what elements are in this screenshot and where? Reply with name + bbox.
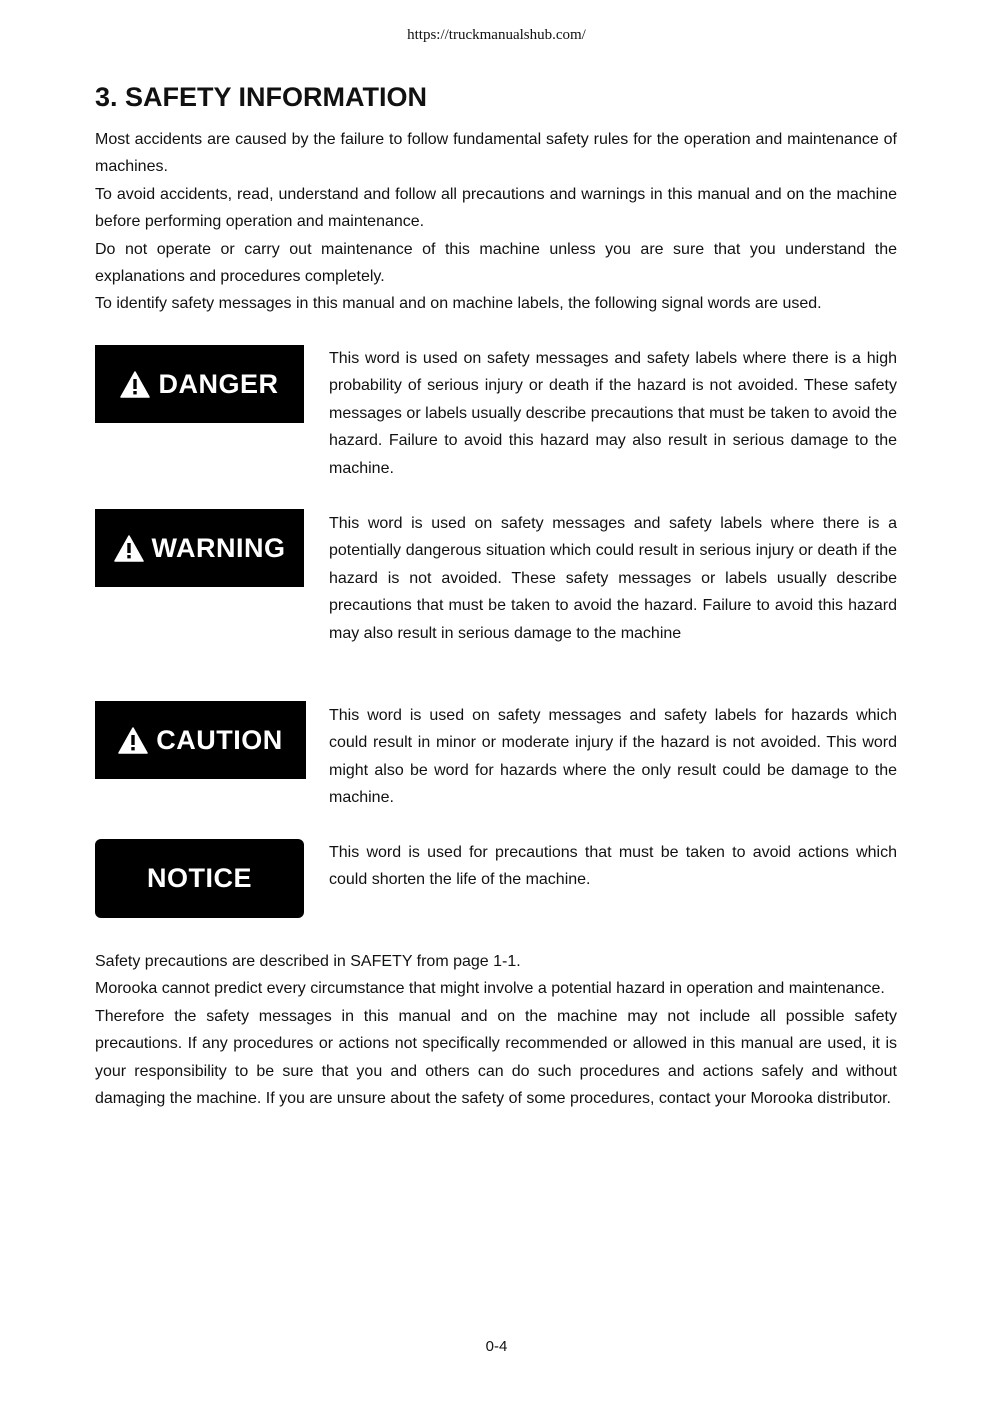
intro-paragraph: Most accidents are caused by the failure to follow fundamental safety rules for the operation and maintenance of machines. bbox=[95, 131, 897, 176]
intro-paragraph: To avoid accidents, read, understand and follow all precautions and warnings in this manual and on the machine before performing operation and maintenance. bbox=[95, 185, 897, 231]
danger-label bbox=[95, 345, 304, 423]
caution-label bbox=[95, 701, 306, 779]
intro-paragraph: Do not operate or carry out maintenance of this machine unless you are sure that you understand the explanations and procedures completely. bbox=[95, 240, 897, 286]
outro-paragraph: Therefore the safety messages in this manual and on the machine may not include all possible safety precautions. If any procedures or actions not specifically recommended or allowed in this manual are used, it is your responsibility to be sure that you and others can do such procedures and actions safely and without damaging the machine. If you are unsure about the safety of some procedures, contact your Morooka distributor. bbox=[95, 1007, 897, 1108]
warning-triangle-icon bbox=[120, 371, 150, 398]
danger-description: This word is used on safety messages and safety labels where there is a high probability of serious injury or death if the hazard is not avoided. These safety messages or labels usually describe precautions that must be taken to avoid the hazard. Failure to avoid this hazard may also result in serious damage to the machine. bbox=[329, 350, 897, 477]
notice-label bbox=[95, 839, 304, 918]
notice-label-text: NOTICE bbox=[146, 863, 252, 893]
caution-description: This word is used on safety messages and safety labels for hazards which could result in minor or moderate injury if the hazard is not avoided. This word might also be word for hazards where the only result could be damage to the machine. bbox=[329, 707, 897, 807]
outro-paragraph: Morooka cannot predict every circumstance that might involve a potential hazard in operation and maintenance. bbox=[95, 980, 885, 998]
outro-section bbox=[95, 948, 897, 1112]
intro-paragraph: To identify safety messages in this manual and on machine labels, the following signal words are used. bbox=[95, 295, 822, 313]
warning-description: This word is used on safety messages and safety labels where there is a potentially dangerous situation which could result in serious injury or death if the hazard is not avoided. These safety messages or labels usually describe precautions that must be taken to avoid the hazard. Failure to avoid this hazard may also result in serious damage to the machine bbox=[329, 515, 897, 642]
notice-description: This word is used for precautions that must be taken to avoid actions which could shorten the life of the machine. bbox=[329, 844, 897, 889]
warning-triangle-icon bbox=[118, 727, 148, 754]
page-title: 3. SAFETY INFORMATION bbox=[95, 82, 428, 112]
header-url: https://truckmanualshub.com/ bbox=[407, 27, 586, 43]
warning-triangle-icon bbox=[114, 535, 144, 562]
danger-label-text: DANGER bbox=[158, 368, 279, 399]
warning-label-text: WARNING bbox=[151, 532, 286, 563]
page-number: 0-4 bbox=[485, 1338, 508, 1355]
intro-section bbox=[95, 126, 897, 318]
caution-label-text: CAUTION bbox=[156, 724, 283, 755]
warning-label bbox=[95, 509, 304, 587]
outro-paragraph: Safety precautions are described in SAFETY from page 1-1. bbox=[95, 953, 521, 970]
